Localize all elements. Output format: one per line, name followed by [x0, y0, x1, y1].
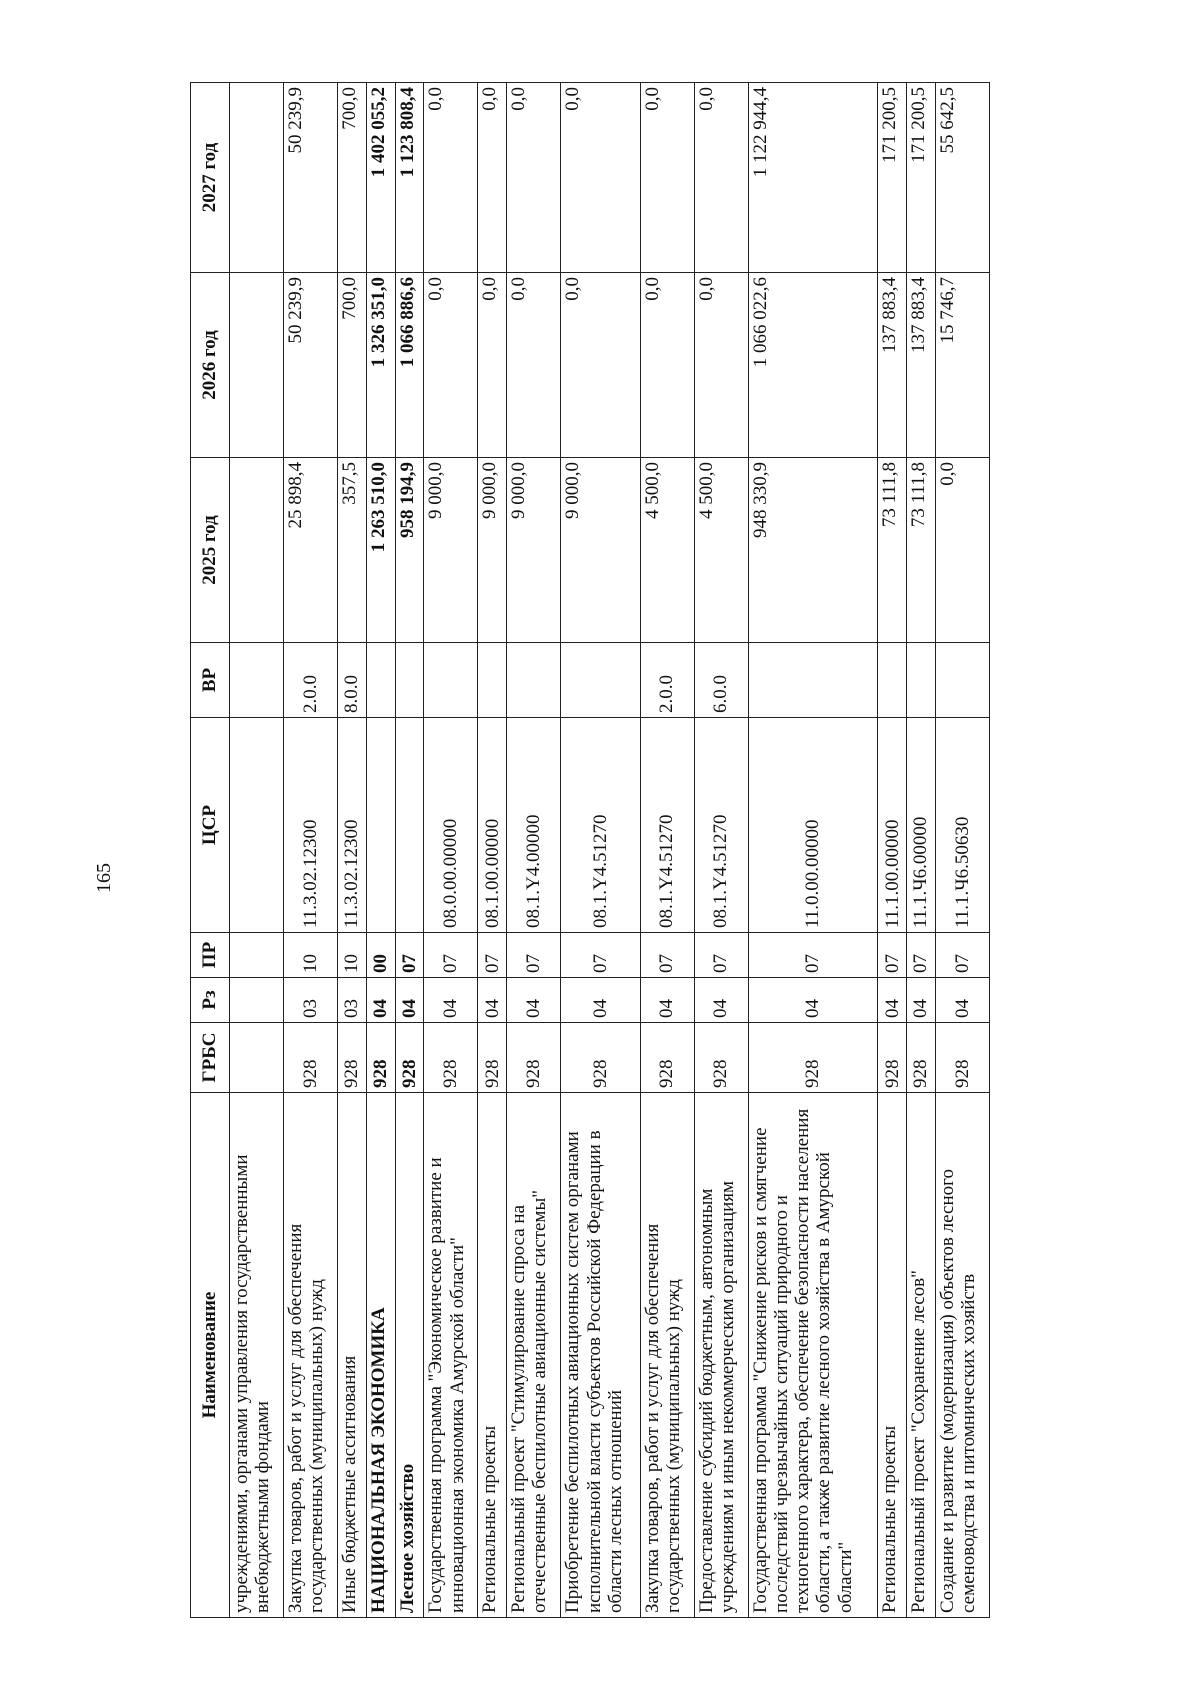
row-rz: [230, 978, 284, 1023]
row-2025: 4 500,0: [640, 458, 694, 643]
row-csr: 08.1.Y4.51270: [640, 718, 694, 933]
row-vr: 6.0.0: [694, 643, 748, 718]
row-2026: [230, 273, 284, 458]
row-csr: 08.1.00.00000: [478, 718, 507, 933]
table-row: [284, 83, 338, 1618]
row-rz: 04: [478, 978, 507, 1023]
row-vr: [230, 643, 284, 718]
row-vr: 2.0.0: [640, 643, 694, 718]
row-2027: 171 200,5: [878, 83, 907, 273]
row-rz: 03: [338, 978, 367, 1023]
row-rz: 04: [694, 978, 748, 1023]
row-2026: 50 239,9: [284, 273, 338, 458]
table-row: [878, 83, 907, 1618]
row-pr: 07: [935, 933, 989, 978]
row-name: Иные бюджетные ассигнования: [338, 1093, 367, 1618]
table-row: [907, 83, 936, 1618]
row-name: Региональные проекты: [478, 1093, 507, 1618]
rotated-table-container: [190, 83, 990, 1618]
table-row: [338, 83, 367, 1618]
row-pr: 07: [878, 933, 907, 978]
row-2027: 700,0: [338, 83, 367, 273]
row-name: Региональный проект "Сохранение лесов": [907, 1093, 936, 1618]
row-csr: 11.1.Ч6.00000: [907, 718, 936, 933]
row-pr: 10: [338, 933, 367, 978]
row-2025: 25 898,4: [284, 458, 338, 643]
table-row: [640, 83, 694, 1618]
header-csr: ЦСР: [191, 718, 230, 933]
table-row: [230, 83, 284, 1618]
row-2026: 0,0: [424, 273, 478, 458]
row-2025: 958 194,9: [395, 458, 424, 643]
row-pr: 07: [907, 933, 936, 978]
table-row: [478, 83, 507, 1618]
row-grbs: 928: [424, 1023, 478, 1093]
row-name: Государственная программа "Снижение рисков и смягчение последствий чрезвычайных ситуаций природного и техногенного характера, обеспечение безопасности населения области, а также развитие лесного хозяйства в Амурской области": [748, 1093, 878, 1618]
row-rz: 03: [284, 978, 338, 1023]
row-2025: 0,0: [935, 458, 989, 643]
row-csr: 11.1.00.00000: [878, 718, 907, 933]
row-vr: 2.0.0: [284, 643, 338, 718]
header-grbs: ГРБС: [191, 1023, 230, 1093]
row-2026: 1 066 022,6: [748, 273, 878, 458]
row-grbs: 928: [338, 1023, 367, 1093]
row-name: Предоставление субсидий бюджетным, автономным учреждениям и иным некоммерческим организациям: [694, 1093, 748, 1618]
row-2027: 0,0: [640, 83, 694, 273]
row-vr: [366, 643, 395, 718]
row-rz: 04: [395, 978, 424, 1023]
row-2025: 4 500,0: [694, 458, 748, 643]
row-grbs: 928: [878, 1023, 907, 1093]
row-csr: 11.0.00.00000: [748, 718, 878, 933]
row-2025: 1 263 510,0: [366, 458, 395, 643]
header-name: Наименование: [191, 1093, 230, 1618]
row-pr: 10: [284, 933, 338, 978]
row-2025: 9 000,0: [478, 458, 507, 643]
row-pr: [230, 933, 284, 978]
row-2027: 1 402 055,2: [366, 83, 395, 273]
row-2026: 15 746,7: [935, 273, 989, 458]
row-csr: [230, 718, 284, 933]
row-csr: 08.1.Y4.51270: [561, 718, 640, 933]
row-2026: 0,0: [694, 273, 748, 458]
row-csr: 08.1.Y4.00000: [507, 718, 561, 933]
row-name: Создание и развитие (модернизация) объектов лесного семеноводства и питомнических хозяйств: [935, 1093, 989, 1618]
row-2025: 73 111,8: [907, 458, 936, 643]
row-name: Закупка товаров, работ и услуг для обеспечения государственных (муниципальных) нужд: [640, 1093, 694, 1618]
row-pr: 07: [478, 933, 507, 978]
row-rz: 04: [640, 978, 694, 1023]
row-vr: [907, 643, 936, 718]
page-number: 165: [93, 863, 115, 893]
row-2026: 0,0: [507, 273, 561, 458]
budget-table: [190, 82, 990, 1618]
row-2025: 9 000,0: [424, 458, 478, 643]
row-vr: [561, 643, 640, 718]
row-2025: 73 111,8: [878, 458, 907, 643]
row-name: учреждениями, органами управления государственными внебюджетными фондами: [230, 1093, 284, 1618]
row-2026: 0,0: [561, 273, 640, 458]
row-2027: 55 642,5: [935, 83, 989, 273]
header-vr: ВР: [191, 643, 230, 718]
row-vr: [478, 643, 507, 718]
row-2027: 171 200,5: [907, 83, 936, 273]
row-2026: 0,0: [478, 273, 507, 458]
table-row: [694, 83, 748, 1618]
row-pr: 07: [694, 933, 748, 978]
row-csr: 11.1.Ч6.50630: [935, 718, 989, 933]
row-grbs: [230, 1023, 284, 1093]
row-vr: [935, 643, 989, 718]
row-csr: 08.0.00.00000: [424, 718, 478, 933]
header-rz: Рз: [191, 978, 230, 1023]
row-csr: [366, 718, 395, 933]
row-csr: [395, 718, 424, 933]
row-grbs: 928: [478, 1023, 507, 1093]
table-row: [507, 83, 561, 1618]
row-name: НАЦИОНАЛЬНАЯ ЭКОНОМИКА: [366, 1093, 395, 1618]
row-vr: [395, 643, 424, 718]
row-2026: 137 883,4: [907, 273, 936, 458]
row-2026: 137 883,4: [878, 273, 907, 458]
row-2025: 948 330,9: [748, 458, 878, 643]
row-rz: 04: [507, 978, 561, 1023]
table-row: [935, 83, 989, 1618]
row-2025: 357,5: [338, 458, 367, 643]
row-pr: 07: [640, 933, 694, 978]
row-2027: [230, 83, 284, 273]
row-2026: 0,0: [640, 273, 694, 458]
row-grbs: 928: [694, 1023, 748, 1093]
table-row: [561, 83, 640, 1618]
row-name: Региональные проекты: [878, 1093, 907, 1618]
header-2026: 2026 год: [191, 273, 230, 458]
row-2026: 1 326 351,0: [366, 273, 395, 458]
row-2025: 9 000,0: [507, 458, 561, 643]
header-2027: 2027 год: [191, 83, 230, 273]
row-grbs: 928: [907, 1023, 936, 1093]
row-name: Закупка товаров, работ и услуг для обеспечения государственных (муниципальных) нужд: [284, 1093, 338, 1618]
row-pr: 07: [395, 933, 424, 978]
row-vr: 8.0.0: [338, 643, 367, 718]
row-rz: 04: [561, 978, 640, 1023]
header-pr: ПР: [191, 933, 230, 978]
table-row: [366, 83, 395, 1618]
row-2025: [230, 458, 284, 643]
row-2025: 9 000,0: [561, 458, 640, 643]
row-vr: [748, 643, 878, 718]
row-2027: 0,0: [478, 83, 507, 273]
row-grbs: 928: [284, 1023, 338, 1093]
row-grbs: 928: [561, 1023, 640, 1093]
row-grbs: 928: [935, 1023, 989, 1093]
row-2027: 1 123 808,4: [395, 83, 424, 273]
row-2027: 0,0: [507, 83, 561, 273]
row-rz: 04: [907, 978, 936, 1023]
table-row: [395, 83, 424, 1618]
row-grbs: 928: [366, 1023, 395, 1093]
row-2027: 50 239,9: [284, 83, 338, 273]
row-2027: 0,0: [424, 83, 478, 273]
row-grbs: 928: [395, 1023, 424, 1093]
row-2027: 0,0: [694, 83, 748, 273]
row-csr: 11.3.02.12300: [284, 718, 338, 933]
row-pr: 00: [366, 933, 395, 978]
row-rz: 04: [878, 978, 907, 1023]
row-2026: 1 066 886,6: [395, 273, 424, 458]
row-name: Лесное хозяйство: [395, 1093, 424, 1618]
row-csr: 11.3.02.12300: [338, 718, 367, 933]
row-pr: 07: [424, 933, 478, 978]
row-grbs: 928: [748, 1023, 878, 1093]
row-pr: 07: [507, 933, 561, 978]
row-pr: 07: [748, 933, 878, 978]
row-vr: [878, 643, 907, 718]
row-csr: 08.1.Y4.51270: [694, 718, 748, 933]
row-name: Государственная программа "Экономическое развитие и инновационная экономика Амурской области": [424, 1093, 478, 1618]
row-grbs: 928: [507, 1023, 561, 1093]
row-name: Приобретение беспилотных авиационных систем органами исполнительной власти субъектов Российской Федерации в области лесных отношений: [561, 1093, 640, 1618]
row-2027: 1 122 944,4: [748, 83, 878, 273]
row-2026: 700,0: [338, 273, 367, 458]
row-rz: 04: [935, 978, 989, 1023]
row-rz: 04: [424, 978, 478, 1023]
header-2025: 2025 год: [191, 458, 230, 643]
header-row: [191, 83, 230, 1618]
row-vr: [424, 643, 478, 718]
row-name: Региональный проект "Стимулирование спроса на отечественные беспилотные авиационные системы": [507, 1093, 561, 1618]
table-row: [424, 83, 478, 1618]
row-rz: 04: [366, 978, 395, 1023]
row-grbs: 928: [640, 1023, 694, 1093]
row-rz: 04: [748, 978, 878, 1023]
row-pr: 07: [561, 933, 640, 978]
table-row: [748, 83, 878, 1618]
row-vr: [507, 643, 561, 718]
row-2027: 0,0: [561, 83, 640, 273]
